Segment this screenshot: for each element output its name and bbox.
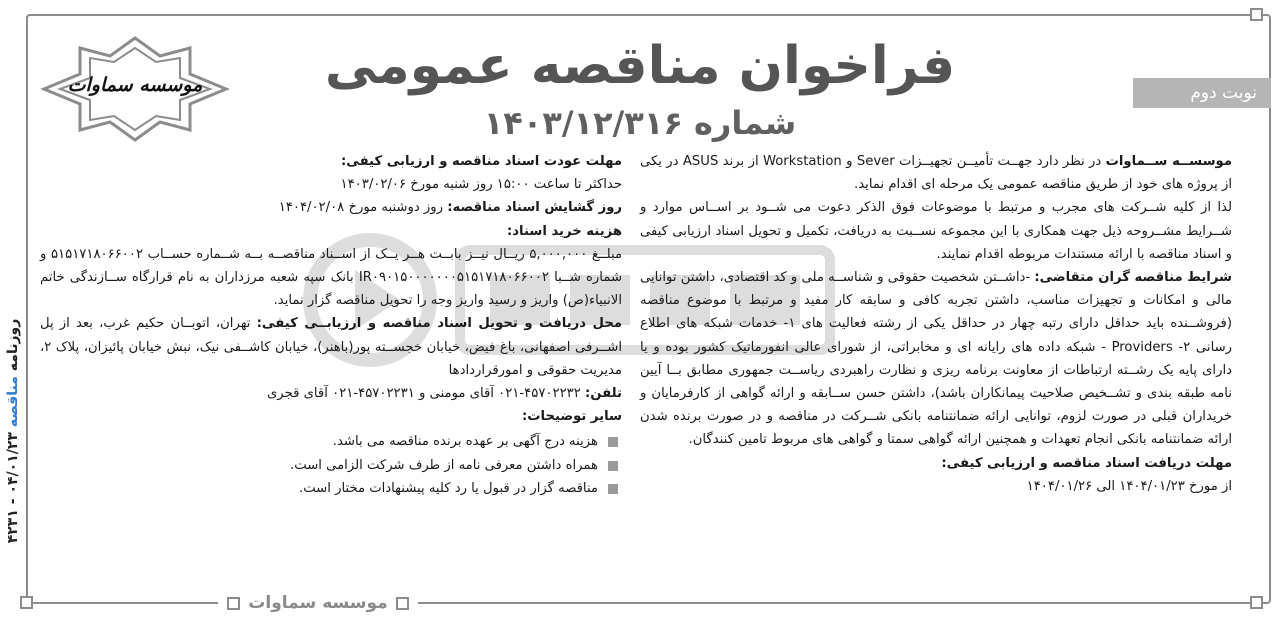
intro-text: در نظر دارد جهــت تأمیــن تجهیــزات Sever و Workstation از برند ASUS در یکی از پروژه های خود از طریق مناقصه عمومی یک مرحله ای اقدام نماید. — [640, 154, 1232, 193]
conditions-text: -داشــتن شخصیت حقوقی و شناســه ملی و کد اقتصادی، داشتن توانایی مالی و امکانات و تجهیزات مناسب، داشتن تجربه کافی و سابقه کار مفید و مرتبط با موضوع مناقصه (فروشــنده باید حداقل دارای رتبه چهار در حداقل یکی از رشته فعالیت های ۱- خدمات شبکه های اطلاع رسانی ۲- Providers - شبکه داده های رایانه ای و مخابراتی، از شورای عالی انفورماتیک کشور بوده و یا دارای پایه یک رشــته ارتباطات از معاونت برنامه ریزی و نظارت راهبردی ریاســت جمهوری مطابق بــا آیین نامه طبقه بندی و تشــخیص صلاحیت پیمانکاران باشد)، داشتن حسن ســابقه و ارائه گواهی از کارفرمایان و خریداران قبلی در صورت لزوم، توانایی ارائه ضمانتنامه بانکی شــرکت در مناقصه و در صورت برنده شدن ارائه ضمانتنامه بانکی انجام تعهدات و همچنین ارائه گواهی سمتا و گواهی های مربوط تامین کنندگان. — [640, 270, 1233, 448]
receive-deadline-title: مهلت دریافت اسناد مناقصه و ارزیابی کیفی: — [941, 455, 1232, 471]
newspaper-name: مناقصه — [5, 376, 21, 428]
place-text: تهران، اتوبــان حکیم غرب، بعد از پل اشــرفی اصفهانی، باغ فیض، خیابان خجســته پور(باهنر)، خیابان کاشــفی نیک، نبش خیابان پائیزان، پلاک ۲، مدیریت حقوقی و امورقراردادها — [40, 316, 622, 378]
return-deadline-title: مهلت عودت اسناد مناقصه و ارزیابی کیفی: — [340, 154, 622, 169]
logo-text: موسسه سماوات — [67, 74, 203, 96]
fee-text: مبلــغ ۵,۰۰۰,۰۰۰ ریــال نیــز بابــت هــر یــک از اســناد مناقصــه بــه شــماره حســاب ۵۱۵۱۷۱۸۰۶۶۰۰۲ و شماره شــبا IR۰۹۰۱۵۰۰۰۰۰۰۰۵۱۵۱۷۱۸۰۶۶۰۰۲ بانک سپه شعبه مرزداران به نام قرارگاه ســازندگی خاتم الانبیاء(ص) واریز و رسید واریز وجه را تحویل مناقصه گزار نماید. — [40, 246, 623, 309]
notes-title: سایر توضیحات: — [522, 409, 622, 425]
left-column — [40, 150, 622, 500]
organization-name: موسســه ســماوات — [1105, 154, 1232, 169]
fee-title: هزینه خرید اسناد: — [506, 223, 622, 239]
issue-info: ۰۴/۰۱/۲۳ - ۴۲۳۱ — [5, 432, 21, 544]
invite-paragraph: لذا از کلیه شــرکت های مجرب و مرتبط با موضوعات فوق الذکر دعوت می شــود بر اســاس موارد و شــرایط مشــروحه ذیل جهت همکاری با این مجموعه نســبت به دریافت، تکمیل و تحویل اسناد ارزیابی کیفی و اسناد مناقصه با ارائه مستندات مربوطه اقدام نمایند. — [640, 200, 1232, 262]
footer-publisher-name: موسسه سماوات — [248, 593, 388, 613]
corner-square — [1250, 8, 1263, 21]
phone-paragraph — [40, 382, 622, 405]
newspaper-prefix: روزنامه — [5, 318, 21, 372]
conditions-paragraph — [640, 266, 1232, 452]
top-label-gap — [230, 0, 420, 14]
footer-publisher — [218, 590, 418, 616]
list-item: مناقصه گزار در قبول یا رد کلیه پیشنهادات مختار است. — [40, 477, 622, 500]
tender-number: شماره ۱۴۰۳/۱۲/۳۱۶ — [483, 104, 797, 142]
opening-title: روز گشایش اسناد مناقصه: — [447, 200, 622, 216]
page-title: فراخوان مناقصه عمومی — [324, 36, 956, 96]
intro-paragraph — [640, 150, 1232, 196]
round-badge: نوبت دوم — [1133, 78, 1271, 108]
opening-paragraph — [40, 196, 622, 219]
notes-list — [40, 430, 622, 500]
corner-square — [20, 596, 33, 609]
opening-text: روز دوشنبه مورخ ۱۴۰۴/۰۲/۰۸ — [278, 200, 448, 216]
right-column — [640, 150, 1232, 498]
receive-deadline-text: از مورخ ۱۴۰۴/۰۱/۲۳ الی ۱۴۰۴/۰۱/۲۶ — [1026, 478, 1232, 494]
phone-title: تلفن: — [585, 386, 622, 402]
return-deadline-text: حداکثر تا ساعت ۱۵:۰۰ روز شنبه مورخ ۱۴۰۳/۰۲/۰۶ — [340, 177, 622, 193]
footer-square-icon — [227, 597, 240, 610]
place-paragraph — [40, 312, 622, 382]
side-text — [5, 301, 27, 561]
list-item: هزینه درج آگهی بر عهده برنده مناقصه می باشد. — [40, 430, 622, 453]
side-newspaper-label — [4, 300, 26, 560]
conditions-title: شرایط مناقصه گران متقاضی: — [1034, 270, 1232, 286]
place-title: محل دریافت و تحویل اسناد مناقصه و ارزیابــی کیفی: — [256, 316, 622, 332]
list-item: همراه داشتن معرفی نامه از طرف شرکت الزامی است. — [40, 454, 622, 477]
phone-text: ۴۵۷۰۲۲۳۲-۰۲۱ آقای مومنی و ۴۵۷۰۲۲۳۱-۰۲۱ آقای قجری — [266, 386, 586, 402]
corner-square — [1250, 596, 1263, 609]
footer-square-icon — [396, 597, 409, 610]
